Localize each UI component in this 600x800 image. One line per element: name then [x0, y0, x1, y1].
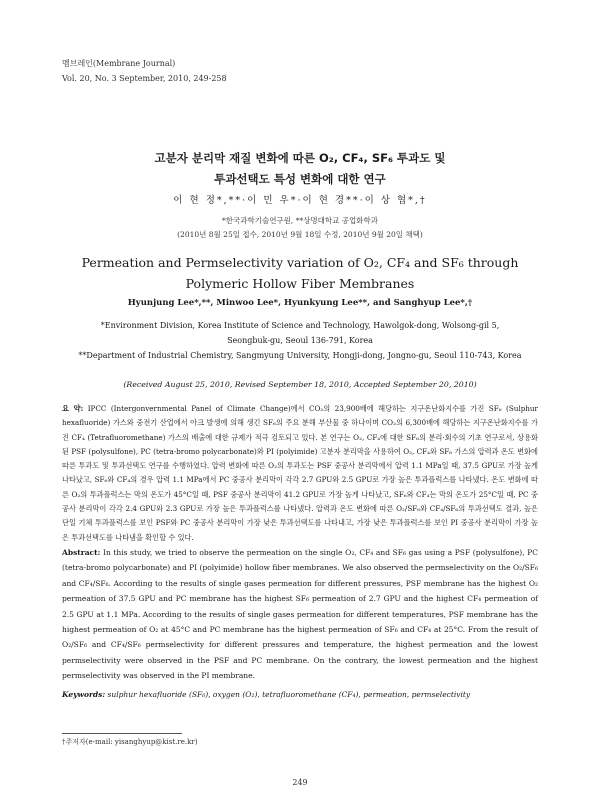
korean-affiliations: [40, 214, 560, 242]
journal-issue: Vol. 20, No. 3 September, 2010, 249-258: [62, 74, 227, 83]
korean-abstract-text: IPCC (Intergonvernmental Panel of Climate Change)에서 CO₂의 23,900배에 해당하는 지구온난화지수를 가진 SF₆ (Sulphur hexafluoride) 가스와 중전기 산업에서 아크 발생에 의해 생긴 SF₆의 주요 분해 부산물 중 하나이며 CO₂의 6,300배에 해당하는 지구온난화지수를 가진 CF₄ (Tetrafluoromethane) 가스의 배출에 대한 규제가 적극 검토되고 있다. 본 연구는 O₂, CF₄에 대한 SF₆의 분리·회수의 기초 연구로서, 상용화된 PSF (polysulfone), PC (tetra-bromo polycarbonate)와 PI (polyimide) 고분자 분리막을 사용하여 O₂, CF₄와 SF₆ 가스의 압력과 온도 변화에 따른 투과도 및 투과선택도 연구를 수행하였다. 압력 변화에 따른 O₂의 투과도는 PSF 중공사 분리막에서 압력 1.1 MPa일 때, 37.5 GPU로 가장 높게 나타났고, SF₆와 CF₄의 경우 압력 1.1 MPa에서 PC 중공사 분리막이 각각 2.7 GPU와 2.5 GPU로 가장 높은 투과플럭스를 나타냈다. 온도 변화에 따른 O₂의 투과플럭스는 막의 온도가 45°C일 때, PSF 중공사 분리막이 41.2 GPU로 가장 높게 나타났고, SF₆와 CF₄는 막의 온도가 25°C일 때, PC 중공사 분리막이 각각 2.4 GPU와 2.3 GPU로 가장 높은 투과플럭스를 나타냈다. 압력과 온도 변화에 따른 O₂/SF₆와 CF₄/SF₆의 투과선택도 결과, 높은 단일 기체 투과플럭스를 보인 PSF와 PC 중공사 분리막이 가장 낮은 투과선택도를 나타내고, 가장 낮은 투과플럭스를 보인 PI 중공사 분리막이 가장 높은 투과선택도를 나타냄을 확인할 수 있다.: [62, 404, 538, 542]
english-title-line-1: Permeation and Permselectivity variation of O₂, CF₄ and SF₆ through: [81, 255, 519, 270]
english-dates: (Received August 25, 2010, Revised September 18, 2010, Accepted September 20, 2010): [123, 380, 477, 389]
korean-title-line-2: 투과선택도 특성 변화에 대한 연구: [214, 172, 386, 186]
korean-title: [40, 148, 560, 190]
page-number: 249: [292, 778, 308, 787]
korean-authors: 이 현 정*,**·이 민 우*·이 현 경**·이 상 협*,†: [173, 195, 427, 206]
english-affiliation-line-1: *Environment Division, Korea Institute of Science and Technology, Hawolgok-dong, Wolsong-gil 5,: [100, 321, 500, 330]
english-affiliations: [70, 318, 530, 363]
footnote-divider: [62, 733, 182, 734]
korean-affiliation-line: *한국과학기술연구원, **상명대학교 공업화학과: [221, 216, 379, 225]
english-title-line-2: Polymeric Hollow Fiber Membranes: [185, 276, 415, 291]
english-affiliation-line-3: **Department of Industrial Chemistry, Sangmyung University, Hongji-dong, Jongno-gu, Seoul 110-743, Korea: [78, 351, 522, 360]
english-abstract: [62, 545, 538, 684]
english-title: [40, 252, 560, 294]
journal-name: 멤브레인(Membrane Journal): [62, 59, 176, 68]
english-abstract-label: Abstract:: [62, 548, 101, 557]
english-authors: Hyunjung Lee*,**, Minwoo Lee*, Hyunkyung Lee**, and Sanghyup Lee*,†: [127, 298, 473, 308]
korean-dates-line: (2010년 8월 25일 접수, 2010년 9월 18일 수정, 2010년 9월 20일 채택): [177, 230, 423, 239]
keywords: [62, 690, 538, 699]
korean-abstract: [62, 402, 538, 545]
keywords-label: Keywords:: [62, 690, 106, 699]
english-affiliation-line-2: Seongbuk-gu, Seoul 136-791, Korea: [227, 336, 373, 345]
korean-abstract-label: 요 약:: [62, 404, 84, 413]
journal-header: [62, 56, 227, 86]
english-abstract-text: In this study, we tried to observe the permeation on the single O₂, CF₄ and SF₆ gas using a PSF (polysulfone), PC (tetra-bromo polycarbonate) and PI (polyimide) hollow fiber membranes. We also observed the permselectivity on the O₂/SF₆ and CF₄/SF₆. According to the results of single gases permeation for different pressures, PSF membrane has the highest O₂ permeation of 37.5 GPU and PC membrane has the highest SF₆ permeation of 2.7 GPU and the highest CF₄ permeation of 2.5 GPU at 1.1 MPa. According to the results of single gases permeation for different temperatures, PSF membrane has the highest permeation of O₂ at 45°C and PC membrane has the highest permeation of SF₆ and CF₄ at 25°C. From the result of O₂/SF₆ and CF₄/SF₆ permselectivity for different pressures and temperature, the highest permeation and the lowest permselectivity were observed in the PSF and PC membrane. On the contrary, the lowest permeation and the highest permselectivity was observed in the PI membrane.: [62, 548, 538, 681]
keywords-text: sulphur hexafluoride (SF₆), oxygen (O₂), tetrafluoromethane (CF₄), permeation, permselectivity: [107, 690, 471, 699]
corresponding-author-footnote: †주저자(e-mail: yisanghyup@kist.re.kr): [62, 738, 198, 746]
korean-title-line-1: 고분자 분리막 재질 변화에 따른 O₂, CF₄, SF₆ 투과도 및: [154, 151, 446, 165]
